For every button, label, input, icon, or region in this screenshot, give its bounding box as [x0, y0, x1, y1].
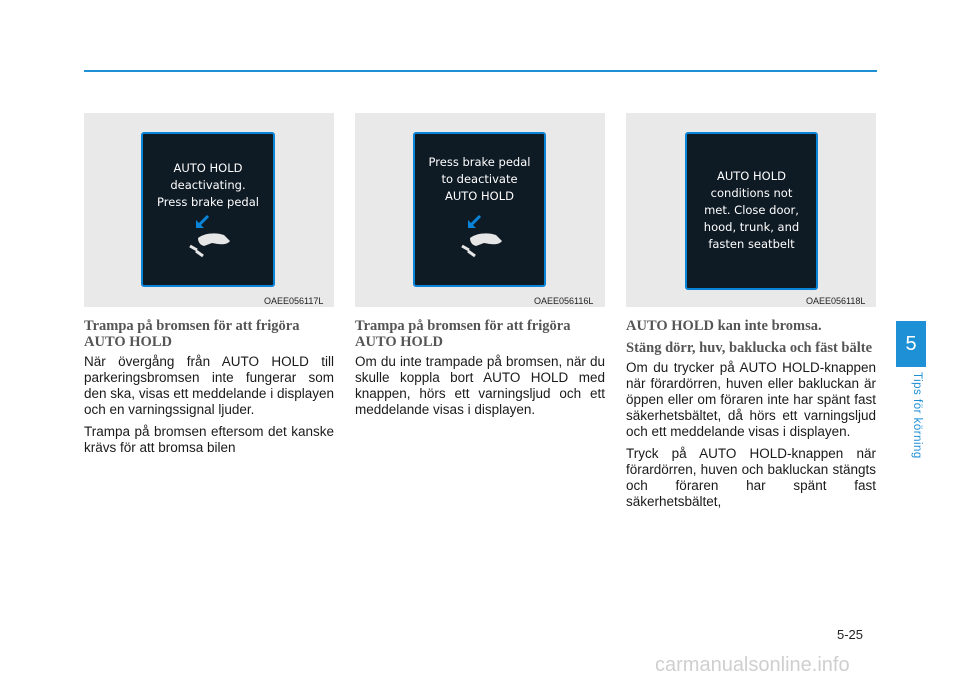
section-subheading: Stäng dörr, huv, baklucka och fäst bälte	[626, 340, 873, 356]
cluster-display	[685, 132, 818, 290]
display-line: to deactivate	[441, 172, 518, 186]
display-line: Press brake pedal	[428, 155, 531, 169]
figure-code: OAEE056116L	[534, 296, 594, 306]
section-heading: AUTO HOLD kan inte bromsa.	[626, 318, 822, 334]
display-message	[143, 160, 273, 211]
display-line: AUTO HOLD	[717, 169, 786, 183]
chapter-label: Tips för körning	[911, 372, 923, 459]
brake-pedal-icon	[186, 214, 236, 258]
display-line: Press brake pedal	[157, 195, 259, 209]
display-line: AUTO HOLD	[445, 189, 514, 203]
body-paragraph: Om du inte trampade på bromsen, när du skulle koppla bort AUTO HOLD med knappen, hörs ett varningsljud och ett meddelande visas i displayen.	[355, 354, 605, 417]
section-heading: Trampa på bromsen för att frigöra AUTO HOLD	[355, 318, 571, 350]
figure-code: OAEE056118L	[806, 296, 866, 306]
section-heading: Trampa på bromsen för att frigöra AUTO HOLD	[84, 318, 300, 350]
body-paragraph: Om du trycker på AUTO HOLD-knappen när förardörren, huven eller bakluckan är öppen eller om föraren inte har spänt fast säkerhetsbältet, då hörs ett varningsljud och ett meddelande visas i displayen.	[626, 360, 876, 439]
body-paragraph: Tryck på AUTO HOLD-knappen när förardörren, huven och bakluckan stängts och föraren har spänt fast säkerhetsbältet,	[626, 446, 876, 509]
display-line: met. Close door,	[704, 203, 799, 217]
display-message	[415, 154, 544, 205]
page-number: 5-25	[837, 627, 864, 642]
figure-autohold-deactivating	[84, 113, 334, 307]
display-message	[687, 168, 816, 253]
figure-code: OAEE056117L	[264, 296, 324, 306]
text-column-3	[626, 318, 876, 516]
top-rule	[84, 70, 877, 72]
figure-press-brake	[355, 113, 605, 307]
chapter-tab: 5	[896, 321, 926, 367]
display-line: fasten seatbelt	[708, 237, 795, 251]
body-paragraph: Trampa på bromsen eftersom det kanske krävs för att bromsa bilen	[84, 424, 334, 455]
body-paragraph: När övergång från AUTO HOLD till parkeringsbromsen inte fungerar som den ska, visas ett meddelande i displayen och en varningssignal ljuder.	[84, 354, 334, 417]
cluster-display	[413, 132, 546, 287]
display-line: AUTO HOLD	[173, 161, 243, 175]
text-column-1	[84, 318, 334, 462]
display-line: hood, trunk, and	[703, 220, 800, 234]
figure-conditions-not-met	[626, 113, 876, 307]
display-line: deactivating.	[170, 178, 246, 192]
display-line: conditions not	[710, 186, 793, 200]
text-column-2	[355, 318, 605, 424]
cluster-display	[141, 132, 275, 287]
watermark: carmanualsonline.info	[655, 654, 850, 676]
brake-pedal-icon	[458, 214, 508, 258]
